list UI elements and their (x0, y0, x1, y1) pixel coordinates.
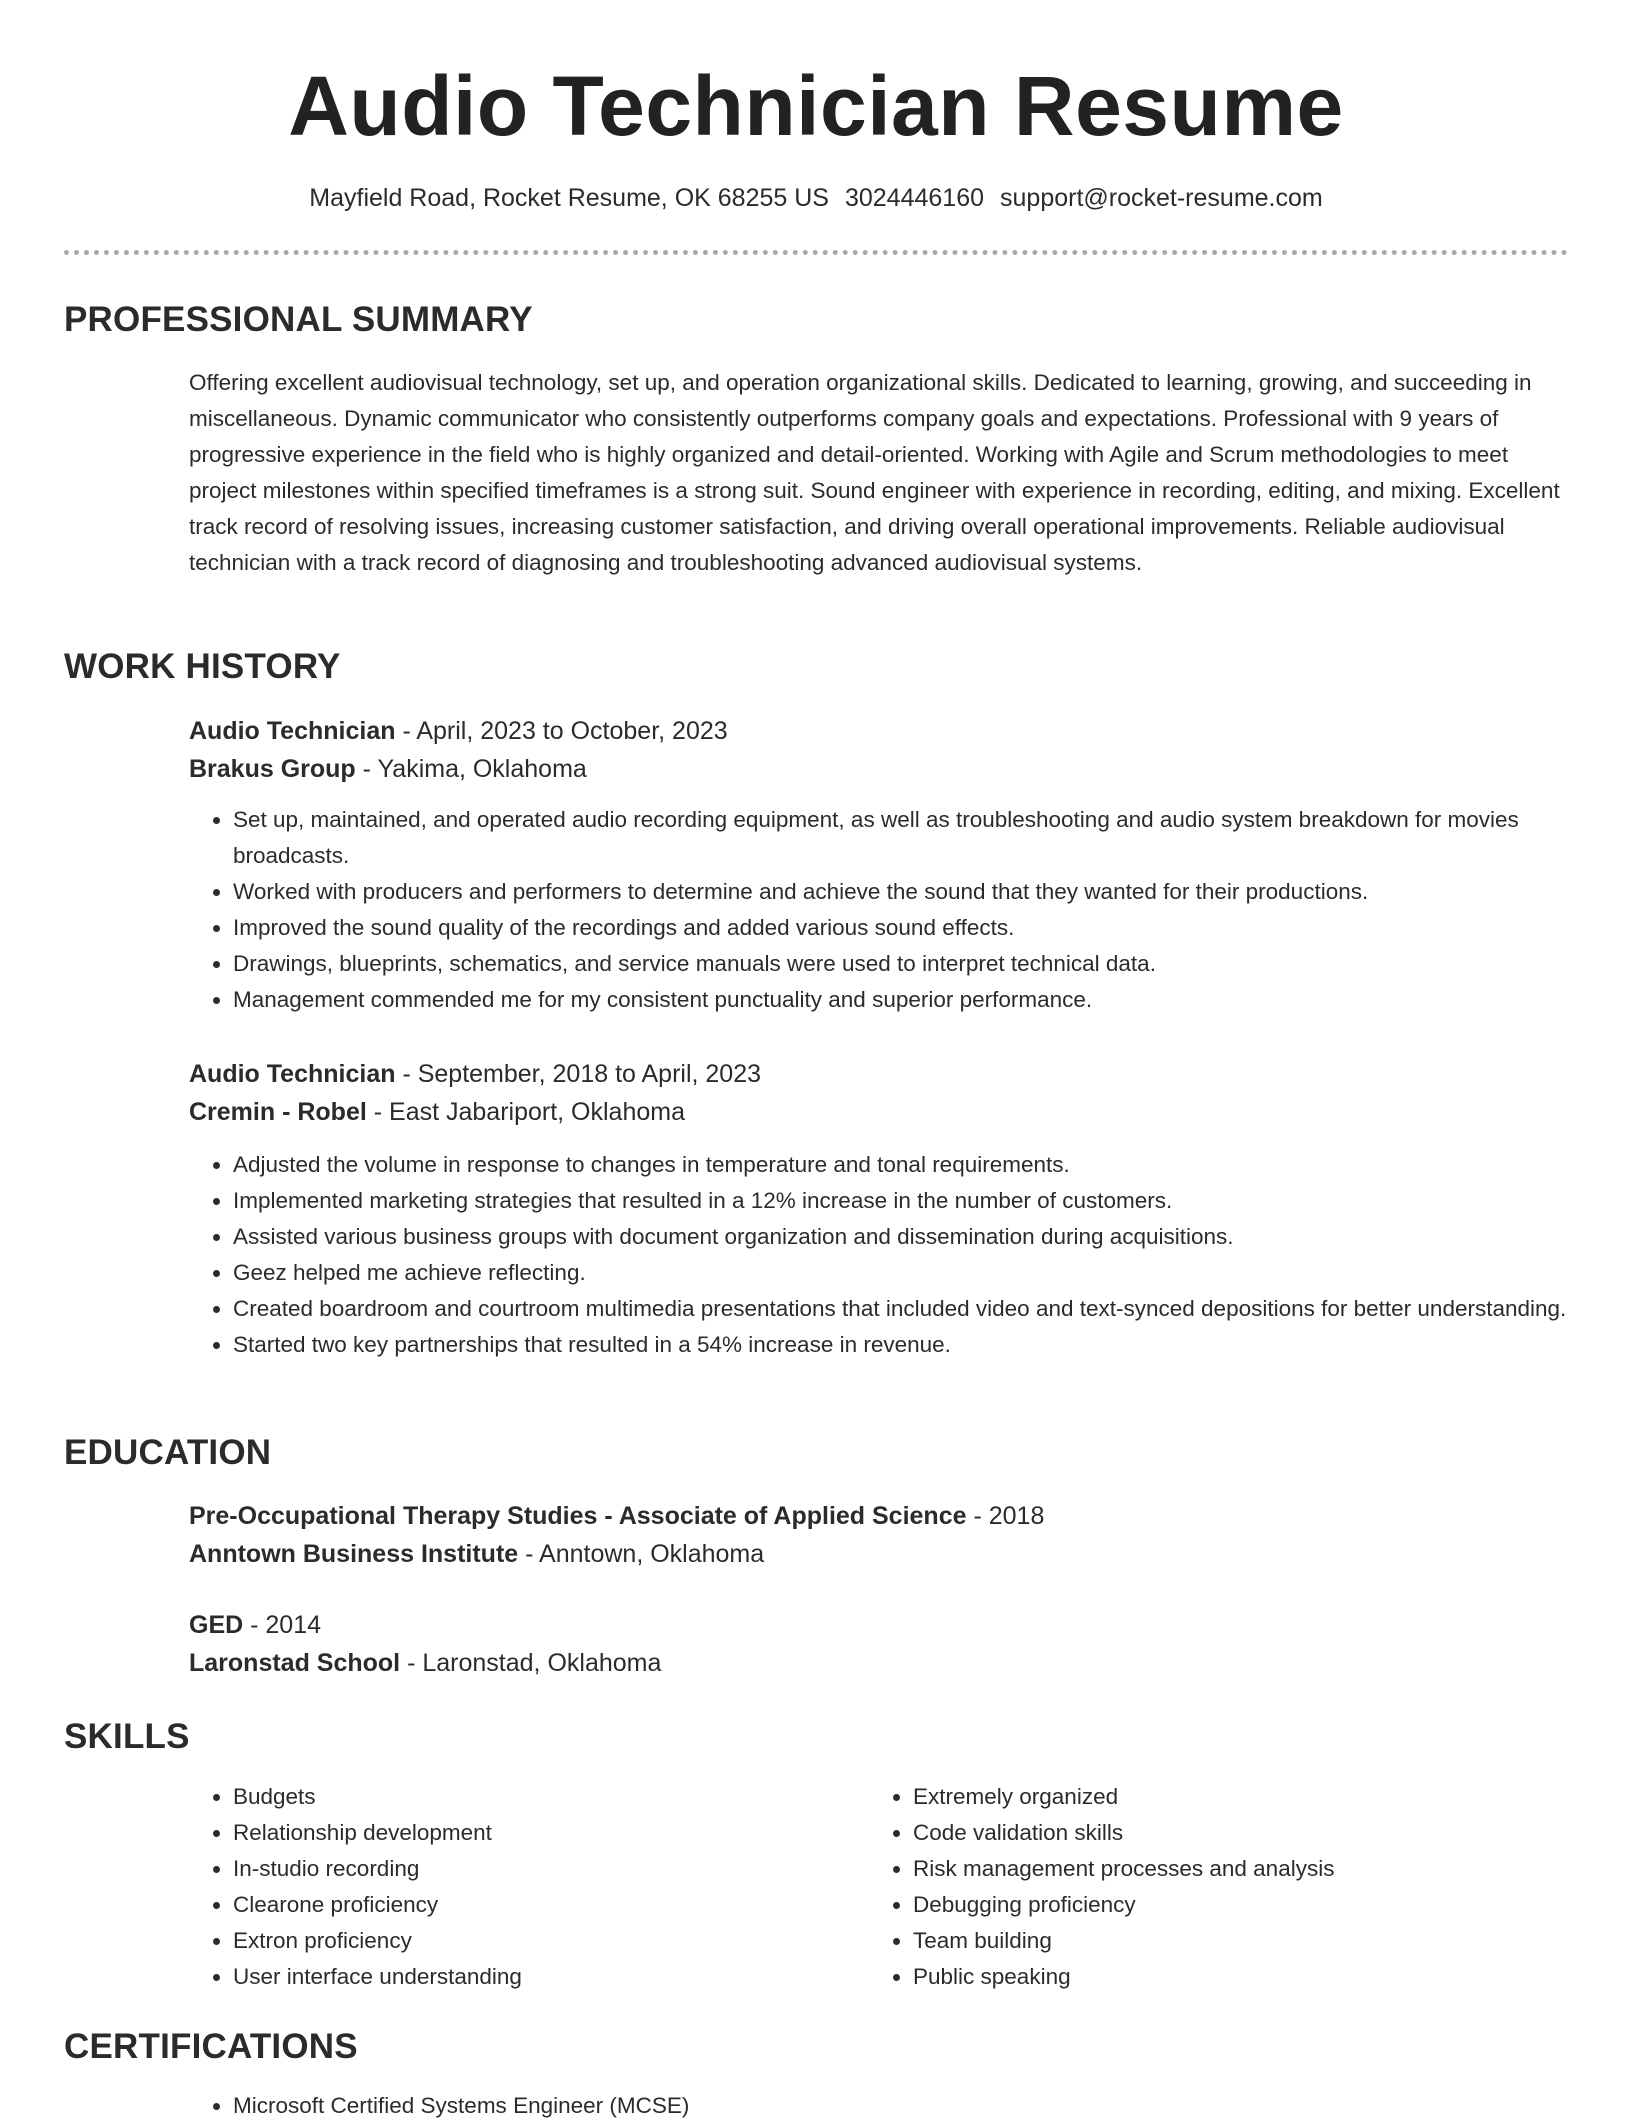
school-name: Anntown Business Institute (189, 1540, 519, 1568)
job-company: Brakus Group (189, 755, 356, 783)
summary-section (189, 365, 1568, 581)
job-bullets (189, 1147, 1568, 1363)
skill-item: • Extremely organized (913, 1779, 1549, 1815)
job-title-line (189, 1055, 1568, 1093)
skill-item: • In-studio recording (233, 1851, 869, 1887)
school-name: Laronstad School (189, 1649, 401, 1677)
education-entry (189, 1606, 1568, 1682)
contact-email[interactable]: support@rocket-resume.com (1000, 184, 1323, 212)
job-entry (189, 1055, 1568, 1363)
job-bullet: • Created boardroom and courtroom multimedia presentations that included video and text-synced depositions for better understanding. (233, 1291, 1568, 1327)
job-company: Cremin - Robel (189, 1098, 367, 1126)
job-bullet: • Drawings, blueprints, schematics, and service manuals were used to interpret technical data. (233, 946, 1568, 982)
summary-text: Offering excellent audiovisual technology, set up, and operation organizational skills. Dedicated to learning, growing, and succeeding in miscellaneous. Dynamic communicator who consistently outperforms company goals and expectations. Professional with 9 years of progressive experience in the field who is highly organized and detail-oriented. Working with Agile and Scrum methodologies to meet project milestones within specified timeframes is a strong suit. Sound engineer with experience in recording, editing, and mixing. Excellent track record of resolving issues, increasing customer satisfaction, and driving overall operational improvements. Reliable audiovisual technician with a track record of diagnosing and troubleshooting advanced audiovisual systems. (189, 370, 1560, 575)
skill-item: • Extron proficiency (233, 1923, 869, 1959)
certifications-heading: CERTIFICATIONS (64, 2027, 358, 2066)
job-bullet: • Adjusted the volume in response to changes in temperature and tonal requirements. (233, 1147, 1568, 1183)
job-bullets (189, 802, 1568, 1018)
job-bullet: • Improved the sound quality of the recordings and added various sound effects. (233, 910, 1568, 946)
degree-line (189, 1497, 1568, 1535)
job-bullet: • Implemented marketing strategies that resulted in a 12% increase in the number of customers. (233, 1183, 1568, 1219)
degree-name: GED (189, 1611, 244, 1639)
skill-item: • Clearone proficiency (233, 1887, 869, 1923)
skills-list-right (869, 1779, 1549, 1995)
certification-item: • Microsoft Certified Systems Engineer (MCSE) (233, 2088, 1568, 2124)
job-bullet: • Set up, maintained, and operated audio recording equipment, as well as troubleshooting and audio system breakdown for movies broadcasts. (233, 802, 1568, 874)
job-bullet: • Assisted various business groups with document organization and dissemination during acquisitions. (233, 1219, 1568, 1255)
skill-item: • Relationship development (233, 1815, 869, 1851)
job-company-line (189, 750, 1568, 788)
skill-item: • Debugging proficiency (913, 1887, 1549, 1923)
job-bullet: • Started two key partnerships that resulted in a 54% increase in revenue. (233, 1327, 1568, 1363)
skill-item: • Public speaking (913, 1959, 1549, 1995)
job-title: Audio Technician (189, 717, 396, 745)
skills-list-left (189, 1779, 869, 1995)
school-line (189, 1535, 1568, 1573)
skills-columns (189, 1779, 1568, 1995)
job-bullet: • Worked with producers and performers to determine and achieve the sound that they wanted for their productions. (233, 874, 1568, 910)
degree-line (189, 1606, 1568, 1644)
resume-title: Audio Technician Resume (288, 59, 1344, 153)
skill-item: • Risk management processes and analysis (913, 1851, 1549, 1887)
skills-column-left (189, 1779, 869, 1995)
skill-item: • Team building (913, 1923, 1549, 1959)
certifications-list (189, 2088, 1568, 2124)
work-history-heading: WORK HISTORY (64, 647, 341, 686)
skill-item: • Code validation skills (913, 1815, 1549, 1851)
degree-year: - 2018 (966, 1502, 1045, 1530)
contact-line (0, 182, 1632, 214)
school-location: - Anntown, Oklahoma (518, 1540, 765, 1568)
education-entry (189, 1497, 1568, 1573)
skills-section (189, 1779, 1568, 1995)
job-title: Audio Technician (189, 1060, 396, 1088)
skill-item: • Budgets (233, 1779, 869, 1815)
summary-heading: PROFESSIONAL SUMMARY (64, 300, 533, 339)
degree-name: Pre-Occupational Therapy Studies - Associate of Applied Science (189, 1502, 967, 1530)
contact-address: Mayfield Road, Rocket Resume, OK 68255 US (309, 184, 829, 212)
contact-phone: 3024446160 (844, 184, 985, 212)
job-bullet: • Management commended me for my consistent punctuality and superior performance. (233, 982, 1568, 1018)
skill-item: • User interface understanding (233, 1959, 869, 1995)
job-location: - East Jabariport, Oklahoma (366, 1098, 685, 1126)
degree-year: - 2014 (243, 1611, 322, 1639)
certifications-section (189, 2088, 1568, 2124)
job-dates: - September, 2018 to April, 2023 (395, 1060, 762, 1088)
job-entry (189, 712, 1568, 1018)
job-bullet: • Geez helped me achieve reflecting. (233, 1255, 1568, 1291)
skills-column-right (869, 1779, 1549, 1995)
school-line (189, 1644, 1568, 1682)
header-divider (64, 250, 1568, 255)
skills-heading: SKILLS (64, 1717, 190, 1756)
job-location: - Yakima, Oklahoma (355, 755, 587, 783)
education-heading: EDUCATION (64, 1433, 272, 1472)
job-title-line (189, 712, 1568, 750)
job-dates: - April, 2023 to October, 2023 (395, 717, 728, 745)
job-company-line (189, 1093, 1568, 1131)
school-location: - Laronstad, Oklahoma (400, 1649, 662, 1677)
